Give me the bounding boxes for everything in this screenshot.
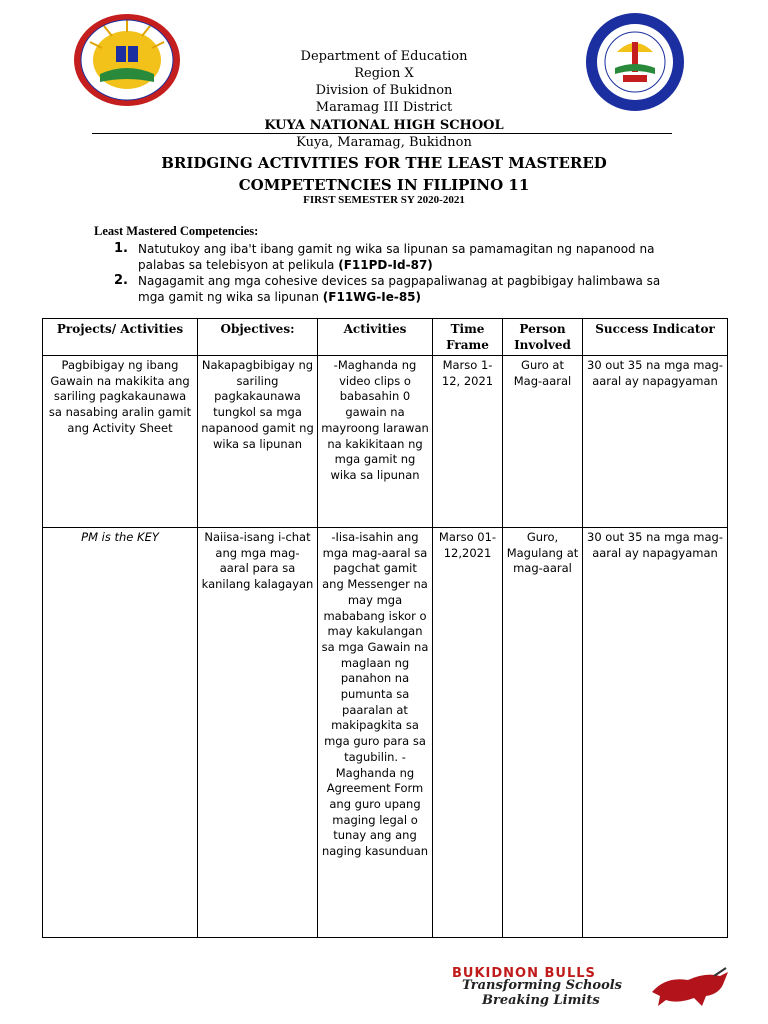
table-header-row [43,319,728,356]
competency-description: Natutukoy ang iba't ibang gamit ng wika sa lipunan sa pamamagitan ng napanood na palabas sa telebisyon at pelikula [138,242,655,272]
footer-tagline-1: Transforming Schools [462,978,622,993]
document-title-line1: BRIDGING ACTIVITIES FOR THE LEAST MASTERED [161,154,607,172]
activities-cell: -Maghanda ng video clips o babasahin 0 gawain na mayroong larawan na kakikitaan ng mga gamit ng wika sa lipunan [318,356,433,528]
school-name: KUYA NATIONAL HIGH SCHOOL [264,118,504,133]
table-row [43,356,728,528]
semester-label: FIRST SEMESTER SY 2020-2021 [303,194,465,206]
indicator-cell: 30 out 35 na mga mag-aaral ay napagyaman [583,356,728,528]
project-cell: PM is the KEY [43,528,198,938]
region-line: Region X [354,66,414,81]
header-person-involved: Person Involved [503,319,583,356]
district-line: Maramag III District [315,100,453,115]
header-objectives: Objectives: [198,319,318,356]
competencies-heading: Least Mastered Competencies: [94,224,259,238]
competency-code: (F11WG-Ie-85) [322,290,421,304]
competency-description: Nagagamit ang mga cohesive devices sa pagpapaliwanag at pagbibigay halimbawa sa mga gamit ng wika sa lipunan [138,274,661,304]
header-projects: Projects/ Activities [43,319,198,356]
footer-brand: BUKIDNON BULLS [452,966,596,981]
competency-text [138,273,678,305]
header-time-frame: Time Frame [433,319,503,356]
table-row [43,528,728,938]
project-cell: Pagbibigay ng ibang Gawain na makikita ang sariling pagkakaunawa sa nasabing aralin gamit ang Activity Sheet [43,356,198,528]
activities-cell: -Iisa-isahin ang mga mag-aaral sa pagchat gamit ang Messenger na may mga mababang iskor o may kakulangan sa mga Gawain na maglaan ng panahon na pumunta sa paaralan at makipagkita sa mga guro para sa tagubilin. -Maghanda ng Agreement Form ang guro upang maging legal o tunay ang ang naging kasunduan [318,528,433,938]
objectives-cell: Nakapagbibigay ng sariling pagkakaunawa tungkol sa mga napanood gamit ng wika sa lipunan [198,356,318,528]
person-cell: Guro at Mag-aaral [503,356,583,528]
bridging-activities-table [42,318,728,938]
indicator-cell: 30 out 35 na mga mag-aaral ay napagyaman [583,528,728,938]
time-frame-cell: Marso 01-12,2021 [433,528,503,938]
division-line: Division of Bukidnon [315,83,453,98]
bukidnon-bulls-footer-logo [448,966,730,1014]
time-frame-cell: Marso 1-12, 2021 [433,356,503,528]
header-success-indicator: Success Indicator [583,319,728,356]
header-activities: Activities [318,319,433,356]
bull-icon [648,966,730,1010]
person-cell: Guro, Magulang at mag-aaral [503,528,583,938]
document-title-line2: COMPETETNCIES IN FILIPINO 11 [238,176,530,194]
competency-number: 2. [114,273,128,288]
objectives-cell: Naiisa-isang i-chat ang mga mag-aaral para sa kanilang kalagayan [198,528,318,938]
competency-code: (F11PD-Id-87) [338,258,433,272]
school-address: Kuya, Maramag, Bukidnon [296,135,472,150]
department-line: Department of Education [300,49,468,64]
competency-text [138,241,678,273]
footer-tagline-2: Breaking Limits [482,993,600,1008]
competency-number: 1. [114,241,128,256]
